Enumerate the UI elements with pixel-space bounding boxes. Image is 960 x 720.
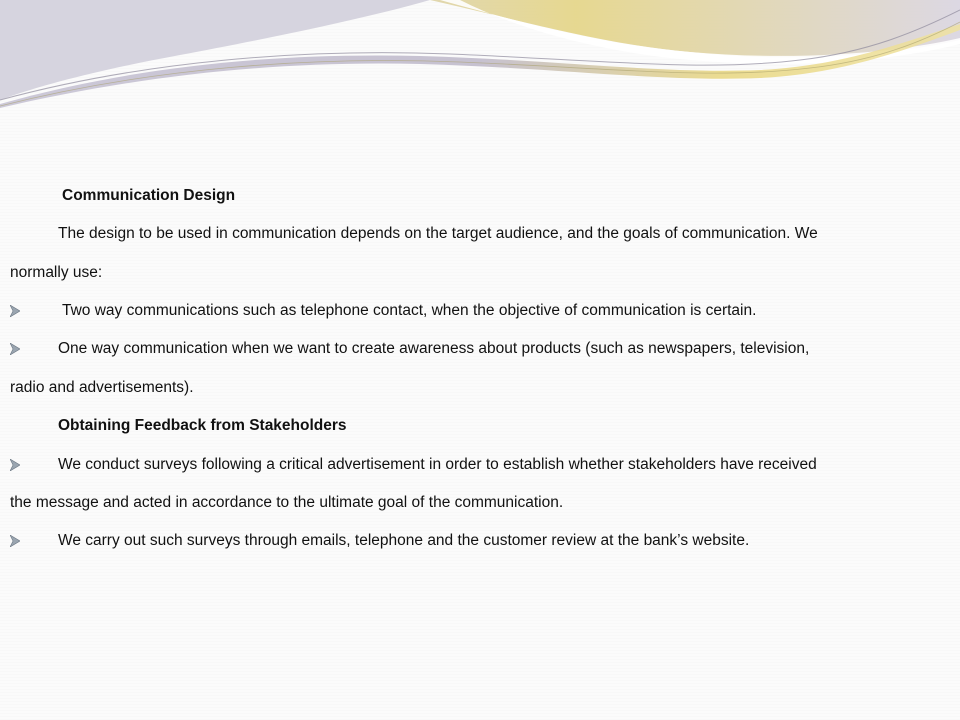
- bullet-text: One way communication when we want to create awareness about products (such as newspapers, television,: [58, 340, 810, 357]
- paragraph-line: normally use:: [10, 264, 103, 281]
- bullet-text-continuation: the message and acted in accordance to the ultimate goal of the communication.: [10, 494, 564, 511]
- decorative-header-band: [0, 0, 960, 120]
- bullet-text: We carry out such surveys through emails, telephone and the customer review at the bank’s website.: [58, 532, 750, 549]
- heading-communication-design: Communication Design: [62, 187, 236, 204]
- paragraph-line: The design to be used in communication depends on the target audience, and the goals of communication. We: [58, 225, 818, 242]
- arrowhead-bullet-icon: [10, 459, 20, 471]
- heading-obtaining-feedback: Obtaining Feedback from Stakeholders: [58, 417, 347, 434]
- arrowhead-bullet-icon: [10, 305, 20, 317]
- arrowhead-bullet-icon: [10, 535, 20, 547]
- bullet-text-continuation: radio and advertisements).: [10, 379, 194, 396]
- bullet-text: We conduct surveys following a critical advertisement in order to establish whether stakeholders have received: [58, 456, 817, 473]
- arrowhead-bullet-icon: [10, 343, 20, 355]
- bullet-text: Two way communications such as telephone contact, when the objective of communication is certain.: [62, 302, 757, 319]
